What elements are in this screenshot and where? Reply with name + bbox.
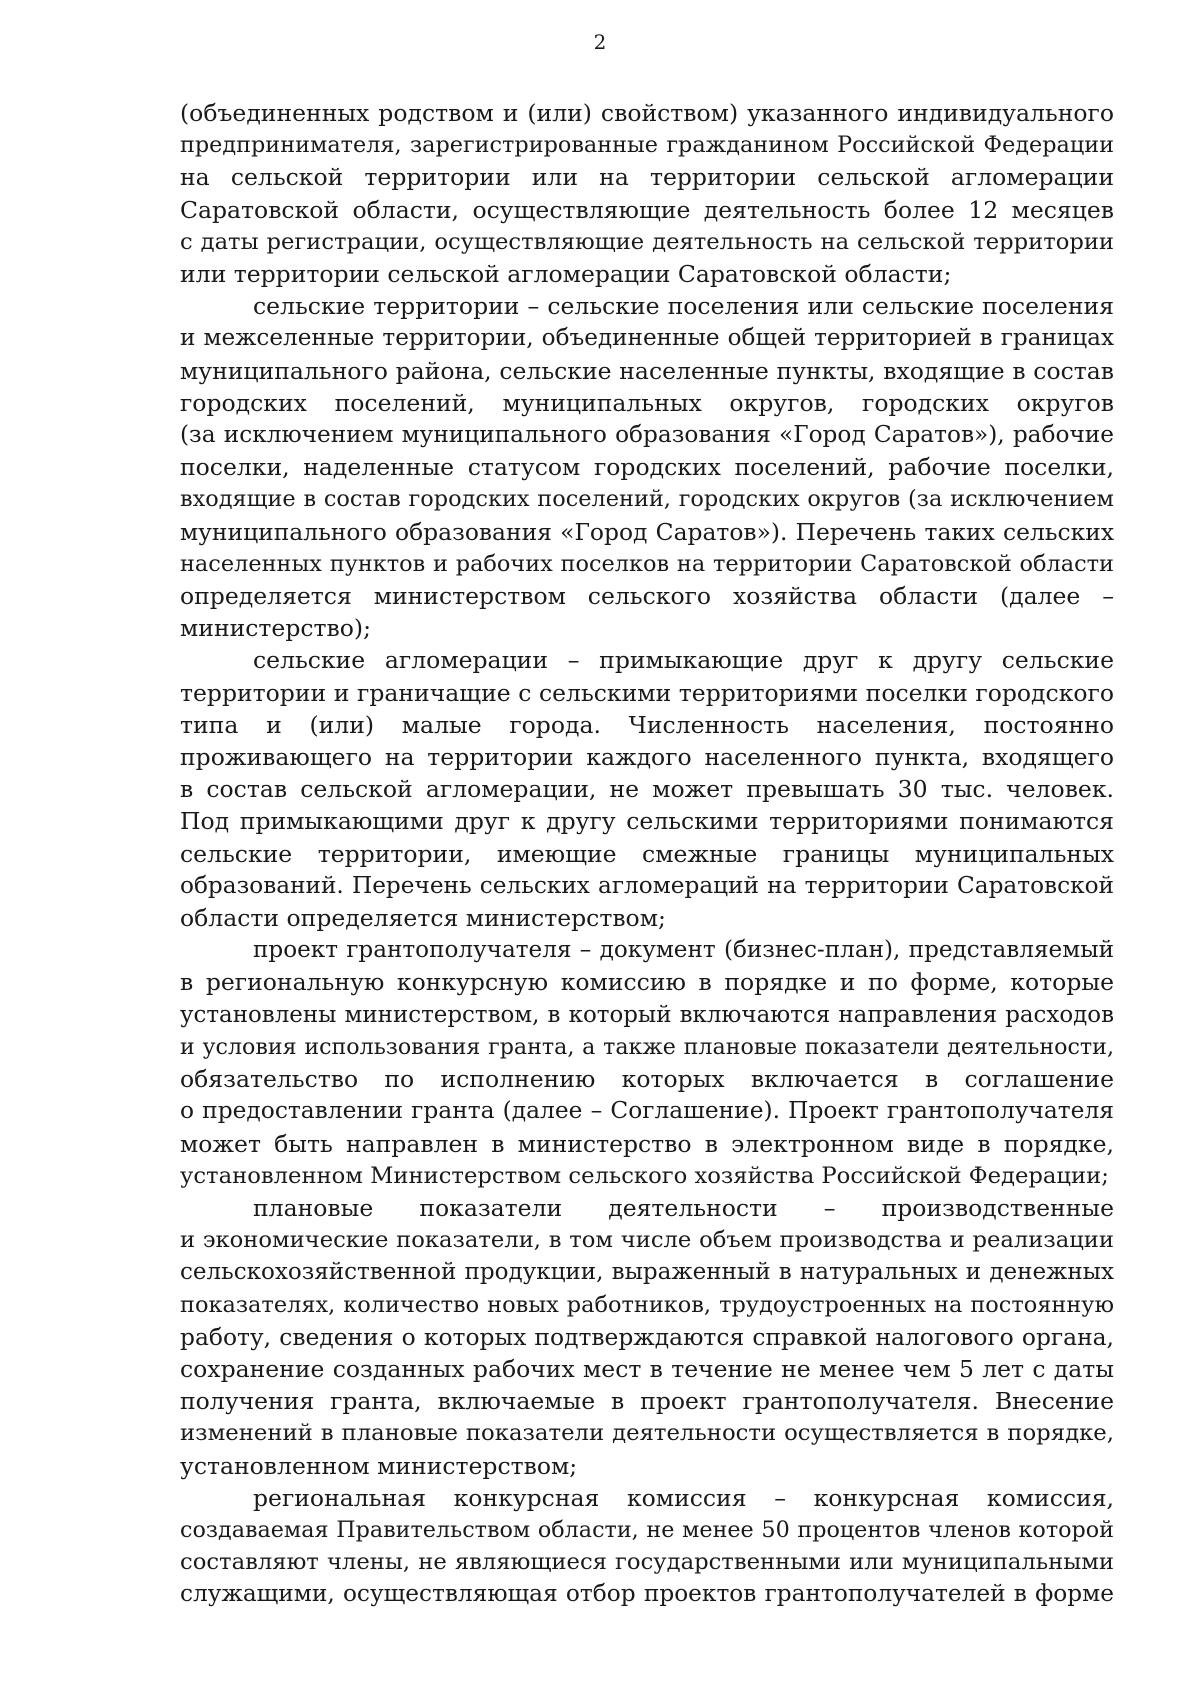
- text-line: в состав сельской агломерации, не может превышать 30 тыс. человек.: [180, 775, 1114, 804]
- text-line: населенных пунктов и рабочих поселков на территории Саратовской области: [180, 550, 1114, 577]
- text-line: и межселенные территории, объединенные общей территорией в границах: [180, 325, 1114, 352]
- text-line: Саратовской области, осуществляющие деятельность более 12 месяцев: [180, 195, 1114, 224]
- text-line: создаваемая Правительством области, не менее 50 процентов членов которой: [180, 1516, 1114, 1543]
- text-line: (объединенных родством и (или) свойством) указанного индивидуального: [180, 99, 1114, 127]
- text-line: в региональную конкурсную комиссию в порядке и по форме, которые: [180, 968, 1114, 997]
- text-line: сельскохозяйственной продукции, выраженный в натуральных и денежных: [180, 1259, 1114, 1286]
- text-line: предпринимателя, зарегистрированные гражданином Российской Федерации: [180, 132, 1114, 159]
- text-line: работу, сведения о которых подтверждаются справкой налогового органа,: [180, 1322, 1114, 1351]
- document-body: [180, 97, 1114, 1611]
- text-line: городских поселений, муниципальных округов, городских округов: [180, 388, 1114, 417]
- text-line: проживающего на территории каждого населенного пункта, входящего: [180, 743, 1114, 772]
- text-line: области определяется министерством;: [180, 904, 666, 933]
- text-line: служащими, осуществляющая отбор проектов грантополучателей в форме: [180, 1580, 1114, 1608]
- text-line: установленном Министерством сельского хозяйства Российской Федерации;: [180, 1162, 1109, 1189]
- text-line: показателях, количество новых работников, трудоустроенных на постоянную: [180, 1291, 1114, 1318]
- text-line: муниципального района, сельские населенные пункты, входящие в состав: [180, 356, 1114, 385]
- text-line: сельские территории – сельские поселения или сельские поселения: [253, 292, 1114, 321]
- text-line: Под примыкающими друг к другу сельскими территориями понимаются: [180, 807, 1114, 836]
- paragraph-grantee-project: [180, 934, 1114, 1192]
- text-line: образований. Перечень сельских агломераций на территории Саратовской: [180, 871, 1114, 899]
- text-line: о предоставлении гранта (далее – Соглашение). Проект грантополучателя: [180, 1097, 1114, 1125]
- text-line: муниципального образования «Город Саратов»). Перечень таких сельских: [180, 517, 1114, 546]
- text-line: изменений в плановые показатели деятельности осуществляется в порядке,: [180, 1420, 1114, 1447]
- text-line: обязательство по исполнению которых включается в соглашение: [180, 1065, 1114, 1094]
- text-line: сельские территории, имеющие смежные границы муниципальных: [180, 839, 1114, 868]
- text-line: сельские агломерации – примыкающие друг к другу сельские: [253, 646, 1114, 675]
- text-line: и условия использования гранта, а также плановые показатели деятельности,: [180, 1033, 1114, 1060]
- paragraph-continuation: [180, 97, 1114, 290]
- text-line: определяется министерством сельского хозяйства области (далее –: [180, 582, 1114, 611]
- text-line: установленном министерством;: [180, 1451, 578, 1480]
- paragraph-regional-commission: [180, 1482, 1114, 1611]
- text-line: плановые показатели деятельности – производственные: [253, 1193, 1114, 1222]
- text-line: получения гранта, включаемые в проект грантополучателя. Внесение: [180, 1387, 1114, 1416]
- text-line: региональная конкурсная комиссия – конкурсная комиссия,: [253, 1483, 1114, 1512]
- paragraph-planned-indicators: [180, 1192, 1114, 1482]
- text-line: составляют члены, не являющиеся государственными или муниципальными: [180, 1549, 1114, 1576]
- text-line: территории и граничащие с сельскими территориями поселки городского: [180, 678, 1114, 707]
- text-line: и экономические показатели, в том числе объем производства и реализации: [180, 1227, 1114, 1254]
- text-line: установлены министерством, в который включаются направления расходов: [180, 1001, 1114, 1028]
- text-line: поселки, наделенные статусом городских поселений, рабочие поселки,: [180, 453, 1114, 482]
- text-line: (за исключением муниципального образования «Город Саратов»), рабочие: [180, 421, 1114, 449]
- paragraph-rural-territories: [180, 290, 1114, 644]
- text-line: входящие в состав городских поселений, городских округов (за исключением: [180, 486, 1114, 513]
- paragraph-rural-agglomerations: [180, 644, 1114, 934]
- text-line: на сельской территории или на территории сельской агломерации: [180, 163, 1114, 192]
- text-line: типа и (или) малые города. Численность населения, постоянно: [180, 710, 1114, 739]
- page-number: 2: [593, 30, 607, 54]
- text-line: может быть направлен в министерство в электронном виде в порядке,: [180, 1129, 1114, 1158]
- text-line: проект грантополучателя – документ (бизнес-план), представляемый: [253, 937, 1114, 964]
- text-line: министерство);: [180, 614, 372, 643]
- text-line: или территории сельской агломерации Саратовской области;: [180, 260, 952, 289]
- text-line: с даты регистрации, осуществляющие деятельность на сельской территории: [180, 228, 1114, 255]
- text-line: сохранение созданных рабочих мест в течение не менее чем 5 лет с даты: [180, 1354, 1114, 1383]
